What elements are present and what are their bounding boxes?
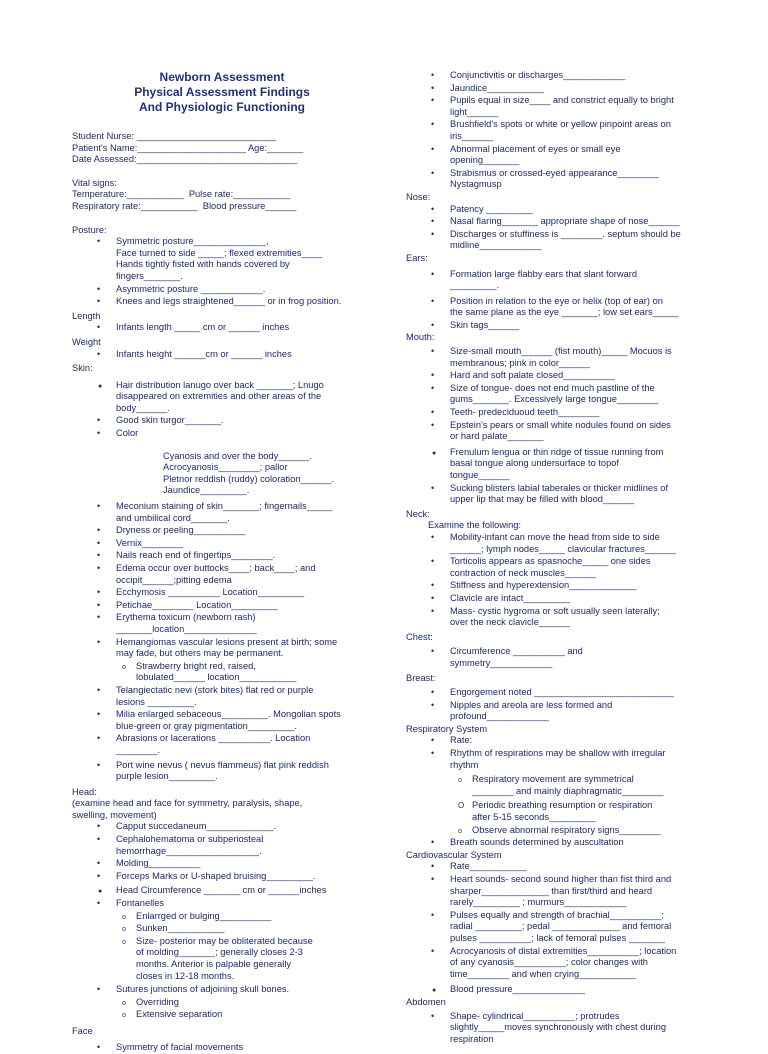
list-item: • Patency _________ — [428, 204, 706, 216]
list-item: o Respiratory movement are symmetrical ________ and mainly diaphragmatic________ — [452, 774, 706, 797]
list-item: • Heart sounds- second sound higher than fist third and sharper_____________ than first/third and heard rarely_________ ; murmurs____________ — [428, 874, 706, 909]
right-column — [406, 70, 706, 1046]
list-item: ● Blood pressure______________ — [428, 984, 706, 996]
list-item: • Molding__________ — [94, 858, 372, 870]
list-item: • Circumference __________ and symmetry____________ — [428, 646, 706, 669]
list-item: • Nails reach end of fingertips________. — [94, 550, 372, 562]
abdomen-label: Abdomen — [406, 996, 446, 1007]
abdomen-list — [428, 1011, 706, 1046]
list-item: • Teeth- predeciduoud teeth________ — [428, 407, 706, 419]
posture-list — [94, 236, 372, 308]
list-item: • Clavicle are intact_________ — [428, 593, 706, 605]
list-item: • Conjunctivitis or discharges____________ — [428, 70, 706, 82]
list-item: • Position in relation to the eye or helix (top of ear) on the same plane as the eye _______; low set ears_____ — [428, 296, 706, 319]
head-description: (examine head and face for symmetry, paralysis, shape, swelling, movement) — [72, 798, 303, 820]
list-item: ● Hair distribution lanugo over back _______; Lnugo disappeared on extremities and other areas of the body______. — [94, 380, 372, 415]
list-item: o Overriding — [116, 997, 372, 1009]
respiratory-sub-list — [452, 774, 706, 836]
list-item: • Rhythm of respirations may be shallow with irregular rhythm — [428, 748, 706, 771]
list-item: • Pupils equal in size____ and constrict equally to bright light______ — [428, 95, 706, 118]
eyes-section — [406, 70, 706, 1045]
list-item: • Engorgement noted ___________________________ — [428, 687, 706, 699]
page-title: Newborn Assessment Physical Assessment Findings And Physiologic Functioning — [134, 70, 310, 114]
list-item: • Asymmetric posture ____________. — [94, 284, 372, 296]
sutures-list — [94, 984, 372, 996]
list-item: • Hemangiomas vascular lesions present at birth; some may fade, but others may be permanent. — [94, 637, 372, 660]
breast-list — [428, 687, 706, 723]
list-item: • Stiffness and hyperextension_____________ — [428, 580, 706, 592]
list-item: o Observe abnormal respiratory signs________ — [452, 825, 706, 837]
list-item: • Infants length _____ cm or ______ inches — [94, 322, 372, 334]
ears-label: Ears: — [406, 252, 428, 263]
list-item: • Brushfield's spots or white or yellow pinpoint areas on iris______ — [428, 119, 706, 142]
list-item: o Enlarrged or bulging__________ — [116, 911, 372, 923]
temperature-pulse-field[interactable]: Temperature:___________ Pulse rate:___________ — [72, 189, 291, 200]
vital-signs-label: Vital signs: — [72, 177, 117, 188]
posture-label: Posture: — [72, 224, 107, 235]
sutures-sub-list — [116, 997, 372, 1021]
weight-list — [94, 349, 372, 361]
fontanelles-list — [116, 911, 372, 983]
head-list — [94, 821, 372, 909]
mouth-list — [428, 346, 706, 506]
posture-section — [72, 225, 372, 1054]
skin-list-3 — [94, 685, 372, 783]
list-item: • Rate___________ — [428, 861, 706, 873]
student-info — [72, 131, 372, 166]
list-item: • Cephalohematoma or subperiosteal hemorrhage__________________. — [94, 834, 372, 857]
list-item: • Milia enlarged sebaceous_________. Mongolian spots blue-green or gray pigmentation_________. — [94, 709, 372, 732]
color-detail: Cyanosis and over the body______. Acrocyanosis________; pallor Pletnor reddish (ruddy) coloration______. Jaundice_________. — [163, 450, 335, 496]
head-label: Head: — [72, 786, 97, 797]
list-item: • Size-small mouth______ (fist mouth)_____ Mocuos is membranous; pink in color______ — [428, 346, 706, 369]
list-item: O Periodic breathing resumption or respiration after 5-15 seconds_________ — [452, 800, 706, 823]
date-assessed-field[interactable]: Date Assessed:_______________________________ — [72, 154, 297, 165]
list-item: • Petichae________ Location_________ — [94, 600, 372, 612]
list-item: o Strawberry bright red, raised, lobulated______ location___________ — [116, 661, 372, 684]
list-item: • Shape- cylindrical__________; protrudes slightly_____moves synchronously with chest during respiration — [428, 1011, 706, 1046]
list-item: • Epstein's pears or small white nodules found on sides or hard palate_______ — [428, 420, 706, 443]
breast-label: Breast: — [406, 672, 436, 683]
list-item: • Hard and soft palate closed__________ — [428, 370, 706, 382]
list-item: • Color — [94, 428, 372, 440]
patient-name-field[interactable]: Patient's Name:_____________________ Age:_______ — [72, 142, 304, 153]
list-item: • Mass- cystic hygroma or soft usually seen laterally; over the neck clavicle______ — [428, 606, 706, 629]
chest-label: Chest: — [406, 631, 433, 642]
list-item: • Abrasions or lacerations __________. Location ________. — [94, 733, 372, 756]
list-item: • Formation large flabby ears that slant forward _________. — [428, 269, 706, 292]
neck-list — [428, 532, 706, 629]
list-item: • Good skin turgor_______. — [94, 415, 372, 427]
eyes-list — [428, 70, 706, 191]
list-item: • Nipples and areola are less formed and profound____________ — [428, 700, 706, 723]
skin-list — [94, 380, 372, 440]
list-item: • Breath sounds determined by auscultation — [428, 837, 706, 849]
list-item: • Strabismus or crossed-eyed appearance________ Nystagmusp — [428, 168, 706, 191]
list-item: • Mobility-infant can move the head from side to side ______; lymph nodes_____ clavicular fractures______ — [428, 532, 706, 555]
neck-label: Neck: — [406, 508, 430, 519]
list-item: • Infants height ______cm or ______ inches — [94, 349, 372, 361]
list-item: • Torticolis appears as spasnoche_____ one sides contraction of neck muscles______ — [428, 556, 706, 579]
nose-list — [428, 204, 706, 252]
student-nurse-field[interactable]: Student Nurse: ___________________________ — [72, 131, 277, 141]
list-item: o Sunken___________ — [116, 923, 372, 935]
respiratory-label: Respiratory System — [406, 723, 488, 734]
mouth-label: Mouth: — [406, 332, 435, 343]
list-item: • Erythema toxicum (newborn rash) _______location______________ — [94, 612, 372, 635]
list-item: • Acrocyanosis of distal extremities__________; location of any cyanosis__________; color changes with time________ and when crying___________ — [428, 946, 706, 981]
ears-list — [428, 269, 706, 332]
length-list — [94, 322, 372, 334]
list-item: o Extensive separation — [116, 1009, 372, 1021]
skin-list-2 — [94, 501, 372, 660]
list-item: • Knees and legs straightened______ or in frog position. — [94, 296, 372, 308]
list-item: ● Frenulum lengua or thin ridge of tissue running from basal tongue along undersurface to topof tongue______ — [428, 447, 706, 482]
vital-signs-section — [72, 178, 372, 213]
list-item: • Discharges or stuffiness is ________. septum should be midline____________ — [428, 229, 706, 252]
list-item: ● Head Circumference _______ cm or ______inches — [94, 885, 372, 897]
face-list — [94, 1042, 372, 1054]
list-item: • Ecchymosis __________ Location_________ — [94, 587, 372, 599]
length-label: Length — [72, 310, 101, 321]
list-item: • Dryness or peeling__________ — [94, 525, 372, 537]
list-item: • Capput succedaneum_____________. — [94, 821, 372, 833]
list-item: • Fontanelles — [94, 898, 372, 910]
list-item: • Pulses equally and strength of brachial__________; radial _________; pedal _____________ and femoral pulses __________; lack of femoral pulses _______ — [428, 910, 706, 945]
chest-list — [428, 646, 706, 669]
face-label: Face — [72, 1025, 93, 1036]
list-item: • Telangiectatic nevi (stork bites) flat red or purple lesions _________. — [94, 685, 372, 708]
list-item: • Size of tongue- does not end much pastline of the gums_______. Excessively large tongue________ — [428, 383, 706, 406]
list-item: • Skin tags______ — [428, 320, 706, 332]
neck-examine-label: Examine the following: — [428, 520, 522, 531]
list-item: • Sucking blisters labial taberales or thicker midlines of upper lip that may be filled with blood______ — [428, 483, 706, 506]
skin-label: Skin: — [72, 363, 93, 374]
cardio-label: Cardiovascular System — [406, 849, 502, 860]
list-item: o Size- posterior may be obliterated because of molding_______; generally closes 2-3 months. Anterior is palpable generally closes in 12-18 months. — [116, 936, 372, 982]
list-item: • Edema occur over buttocks____; back____; and occipit______;pitting edema — [94, 563, 372, 586]
list-item: • Jaundice___________ — [428, 83, 706, 95]
list-item: • Nasal flaring_______ appropriate shape of nose______ — [428, 216, 706, 228]
weight-label: Weight — [72, 336, 101, 347]
list-item: • Forceps Marks or U-shaped bruising_________. — [94, 871, 372, 883]
respiratory-bp-field[interactable]: Respiratory rate:___________ Blood pressure______ — [72, 200, 297, 211]
list-item: • Sutures junctions of adjoining skull bones. — [94, 984, 372, 996]
breath-list — [428, 837, 706, 849]
list-item: • Rate: — [428, 735, 706, 747]
list-item: • Symmetric posture______________, Face turned to side _____; flexed extremities____ Hands tightly fisted with hands covered by fingers_______. — [94, 236, 372, 282]
left-column — [72, 70, 372, 1054]
list-item: • Symmetry of facial movements — [94, 1042, 372, 1054]
list-item: • Port wine nevus ( nevus flammeus) flat pink reddish purple lesion_________. — [94, 760, 372, 783]
list-item: • Meconium staining of skin_______; fingernails_____ and umbilical cord_______. — [94, 501, 372, 524]
respiratory-list — [428, 735, 706, 771]
list-item: • Abnormal placement of eyes or small eye opening_______ — [428, 144, 706, 167]
strawberry-list — [116, 661, 372, 684]
nose-label: Nose: — [406, 191, 431, 202]
cardio-list — [428, 861, 706, 996]
list-item: • Vernix________ — [94, 538, 372, 550]
